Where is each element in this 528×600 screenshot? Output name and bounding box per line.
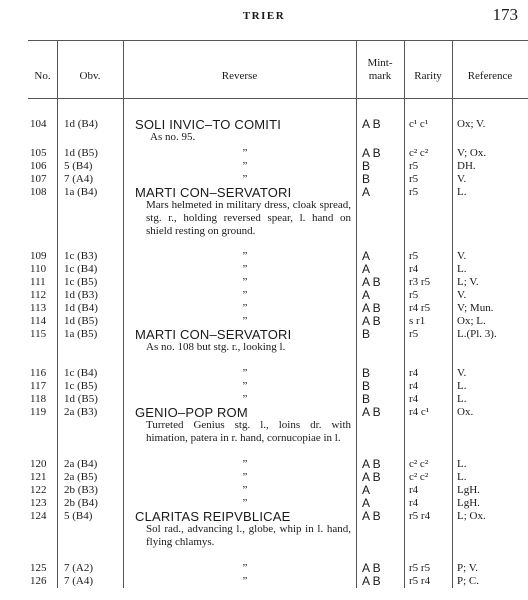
rarity: c² c² bbox=[409, 471, 429, 483]
reverse-legend: MARTI CON–SERVATORI bbox=[135, 327, 292, 342]
entry-number: 126 bbox=[30, 575, 47, 587]
reference: V. bbox=[457, 173, 467, 185]
rarity: s r1 bbox=[409, 315, 426, 327]
rarity: r5 bbox=[409, 289, 419, 301]
obverse-type: 1d (B4) bbox=[64, 302, 98, 314]
ditto-mark: ” bbox=[242, 380, 248, 392]
table-row bbox=[0, 276, 528, 289]
table-row bbox=[0, 471, 528, 484]
reference: Ox. bbox=[457, 406, 474, 418]
table-row bbox=[0, 393, 528, 406]
ditto-mark: ” bbox=[242, 160, 248, 172]
ditto-mark: ” bbox=[242, 315, 248, 327]
running-title: TRIER bbox=[242, 10, 286, 22]
ditto-mark: ” bbox=[242, 250, 248, 262]
mintmark: A B bbox=[362, 117, 381, 131]
mintmark: A bbox=[362, 249, 371, 263]
obverse-type: 7 (A4) bbox=[64, 575, 94, 587]
reference: V. bbox=[457, 250, 467, 262]
reverse-legend: CLARITAS REIPVBLICAE bbox=[135, 509, 291, 524]
col-header-reverse: Reverse bbox=[221, 70, 258, 82]
reference: LgH. bbox=[457, 484, 480, 496]
ditto-mark: ” bbox=[242, 562, 248, 574]
entry-number: 111 bbox=[30, 276, 46, 288]
ditto-mark: ” bbox=[242, 173, 248, 185]
mintmark: A B bbox=[362, 146, 381, 160]
rarity: r5 r5 bbox=[409, 562, 431, 574]
reverse-legend: MARTI CON–SERVATORI bbox=[135, 185, 292, 200]
mintmark: A B bbox=[362, 405, 381, 419]
ditto-mark: ” bbox=[242, 367, 248, 379]
table-row bbox=[0, 380, 528, 393]
obverse-type: 1d (B4) bbox=[64, 118, 98, 130]
reference: L. bbox=[457, 380, 467, 392]
table-row bbox=[0, 510, 528, 523]
table-row bbox=[0, 562, 528, 575]
rarity: r4 c¹ bbox=[409, 406, 430, 418]
entry-number: 124 bbox=[30, 510, 47, 522]
entry-number: 104 bbox=[30, 118, 47, 130]
obverse-type: 7 (A2) bbox=[64, 562, 94, 574]
entry-number: 119 bbox=[30, 406, 47, 418]
col-header-reference: Reference bbox=[467, 70, 513, 82]
table-row bbox=[0, 484, 528, 497]
header-bottom-rule bbox=[28, 98, 528, 99]
ditto-mark: ” bbox=[242, 484, 248, 496]
table-row bbox=[0, 118, 528, 131]
mintmark: A B bbox=[362, 314, 381, 328]
ditto-mark: ” bbox=[242, 302, 248, 314]
mintmark: A B bbox=[362, 470, 381, 484]
ditto-mark: ” bbox=[242, 575, 248, 587]
entry-number: 112 bbox=[30, 289, 47, 301]
ditto-mark: ” bbox=[242, 393, 248, 405]
obverse-type: 5 (B4) bbox=[64, 510, 93, 522]
entry-number: 114 bbox=[30, 315, 47, 327]
entry-number: 116 bbox=[30, 367, 47, 379]
entry-number: 121 bbox=[30, 471, 47, 483]
obverse-type: 2b (B4) bbox=[64, 497, 98, 509]
rarity: r4 bbox=[409, 484, 419, 496]
rarity: c¹ c¹ bbox=[409, 118, 429, 130]
table-row bbox=[0, 186, 528, 199]
ditto-mark: ” bbox=[242, 263, 248, 275]
reference: L. bbox=[457, 186, 467, 198]
mintmark: B bbox=[362, 366, 371, 380]
obverse-type: 1a (B5) bbox=[64, 328, 98, 340]
entry-number: 120 bbox=[30, 458, 47, 470]
mintmark: A B bbox=[362, 574, 381, 588]
rarity: r5 r4 bbox=[409, 510, 431, 522]
table-row bbox=[0, 250, 528, 263]
obverse-type: 2a (B4) bbox=[64, 458, 98, 470]
reference: L. bbox=[457, 263, 467, 275]
rarity: r4 r5 bbox=[409, 302, 431, 314]
table-row bbox=[0, 263, 528, 276]
obverse-type: 2b (B3) bbox=[64, 484, 98, 496]
entry-number: 118 bbox=[30, 393, 47, 405]
table-row bbox=[0, 302, 528, 315]
table-row bbox=[0, 575, 528, 588]
mintmark: A bbox=[362, 483, 371, 497]
obverse-type: 1d (B5) bbox=[64, 147, 98, 159]
obverse-type: 1c (B5) bbox=[64, 276, 98, 288]
mintmark: B bbox=[362, 392, 371, 406]
obverse-type: 1d (B3) bbox=[64, 289, 98, 301]
entry-number: 107 bbox=[30, 173, 47, 185]
reference: V. bbox=[457, 367, 467, 379]
reverse-description: As no. 108 but stg. r., looking l. bbox=[146, 341, 286, 353]
obverse-type: 1d (B5) bbox=[64, 315, 98, 327]
reference: Ox; V. bbox=[457, 118, 486, 130]
col-header-rarity: Rarity bbox=[414, 70, 442, 82]
rarity: r4 bbox=[409, 380, 419, 392]
entry-number: 117 bbox=[30, 380, 47, 392]
reverse-description: Mars helmeted in military dress, cloak spread, stg. r., holding reversed spear, l. hand on shield resting on ground. bbox=[146, 199, 351, 237]
rarity: r5 bbox=[409, 250, 419, 262]
table-row bbox=[0, 289, 528, 302]
entry-number: 113 bbox=[30, 302, 47, 314]
reverse-description: Sol rad., advancing l., globe, whip in l. hand, flying chlamys. bbox=[146, 523, 351, 548]
rarity: r4 bbox=[409, 367, 419, 379]
obverse-type: 1c (B4) bbox=[64, 263, 98, 275]
entry-number: 110 bbox=[30, 263, 47, 275]
table-row bbox=[0, 367, 528, 380]
mintmark: A B bbox=[362, 275, 381, 289]
rarity: r5 bbox=[409, 328, 419, 340]
obverse-type: 1c (B4) bbox=[64, 367, 98, 379]
mintmark: A bbox=[362, 185, 371, 199]
reference: P; C. bbox=[457, 575, 480, 587]
rarity: r4 bbox=[409, 497, 419, 509]
mintmark: B bbox=[362, 379, 371, 393]
reverse-description: Turreted Genius stg. l., loins dr. with himation, patera in r. hand, cornucopiae in l. bbox=[146, 419, 351, 444]
obverse-type: 2a (B3) bbox=[64, 406, 98, 418]
obverse-type: 2a (B5) bbox=[64, 471, 98, 483]
ditto-mark: ” bbox=[242, 497, 248, 509]
mintmark: B bbox=[362, 327, 371, 341]
table-row bbox=[0, 406, 528, 419]
rarity: r5 bbox=[409, 160, 419, 172]
col-header-mintmark-line1: Mint- bbox=[367, 57, 393, 69]
rarity: r4 bbox=[409, 263, 419, 275]
header-top-rule bbox=[28, 40, 528, 41]
rarity: c² c² bbox=[409, 147, 429, 159]
rarity: r3 r5 bbox=[409, 276, 431, 288]
table-row bbox=[0, 147, 528, 160]
ditto-mark: ” bbox=[242, 147, 248, 159]
obverse-type: 1a (B4) bbox=[64, 186, 98, 198]
rarity: r4 bbox=[409, 393, 419, 405]
table-row bbox=[0, 131, 528, 144]
reference: L; Ox. bbox=[457, 510, 486, 522]
obverse-type: 1d (B5) bbox=[64, 393, 98, 405]
mintmark: A B bbox=[362, 301, 381, 315]
entry-number: 106 bbox=[30, 160, 47, 172]
mintmark: B bbox=[362, 172, 371, 186]
mintmark: A bbox=[362, 496, 371, 510]
table-row bbox=[0, 160, 528, 173]
page-number: 173 bbox=[492, 5, 518, 24]
table-row bbox=[0, 458, 528, 471]
rarity: c² c² bbox=[409, 458, 429, 470]
mintmark: A bbox=[362, 288, 371, 302]
reference: V; Mun. bbox=[457, 302, 494, 314]
obverse-type: 7 (A4) bbox=[64, 173, 94, 185]
reference: L.(Pl. 3). bbox=[457, 328, 497, 340]
obverse-type: 1c (B5) bbox=[64, 380, 98, 392]
reference: V; Ox. bbox=[457, 147, 487, 159]
col-header-mintmark-line2: mark bbox=[368, 70, 392, 82]
obverse-type: 5 (B4) bbox=[64, 160, 93, 172]
reference: L; V. bbox=[457, 276, 479, 288]
ditto-mark: ” bbox=[242, 458, 248, 470]
entry-number: 105 bbox=[30, 147, 47, 159]
reverse-legend: SOLI INVIC–TO COMITI bbox=[135, 117, 282, 132]
entry-number: 108 bbox=[30, 186, 47, 198]
ditto-mark: ” bbox=[242, 289, 248, 301]
reference: DH. bbox=[457, 160, 476, 172]
ditto-mark: ” bbox=[242, 276, 248, 288]
entry-number: 109 bbox=[30, 250, 47, 262]
table-row bbox=[0, 328, 528, 341]
col-header-mintmark bbox=[356, 57, 404, 83]
ditto-mark: ” bbox=[242, 471, 248, 483]
reference: P; V. bbox=[457, 562, 479, 574]
reference: L. bbox=[457, 458, 467, 470]
reverse-description: As no. 95. bbox=[150, 131, 196, 143]
reverse-legend: GENIO–POP ROM bbox=[135, 405, 248, 420]
entry-number: 115 bbox=[30, 328, 47, 340]
rarity: r5 bbox=[409, 186, 419, 198]
rarity: r5 bbox=[409, 173, 419, 185]
reference: Ox; L. bbox=[457, 315, 486, 327]
mintmark: A B bbox=[362, 457, 381, 471]
reference: L. bbox=[457, 393, 467, 405]
entry-number: 123 bbox=[30, 497, 47, 509]
entry-number: 122 bbox=[30, 484, 47, 496]
reference: L. bbox=[457, 471, 467, 483]
reference: LgH. bbox=[457, 497, 480, 509]
rarity: r5 r4 bbox=[409, 575, 431, 587]
obverse-type: 1c (B3) bbox=[64, 250, 98, 262]
col-header-obv: Obv. bbox=[79, 70, 101, 82]
col-header-no: No. bbox=[34, 70, 51, 82]
mintmark: B bbox=[362, 159, 371, 173]
entry-number: 125 bbox=[30, 562, 47, 574]
mintmark: A B bbox=[362, 561, 381, 575]
reference: V. bbox=[457, 289, 467, 301]
mintmark: A bbox=[362, 262, 371, 276]
mintmark: A B bbox=[362, 509, 381, 523]
